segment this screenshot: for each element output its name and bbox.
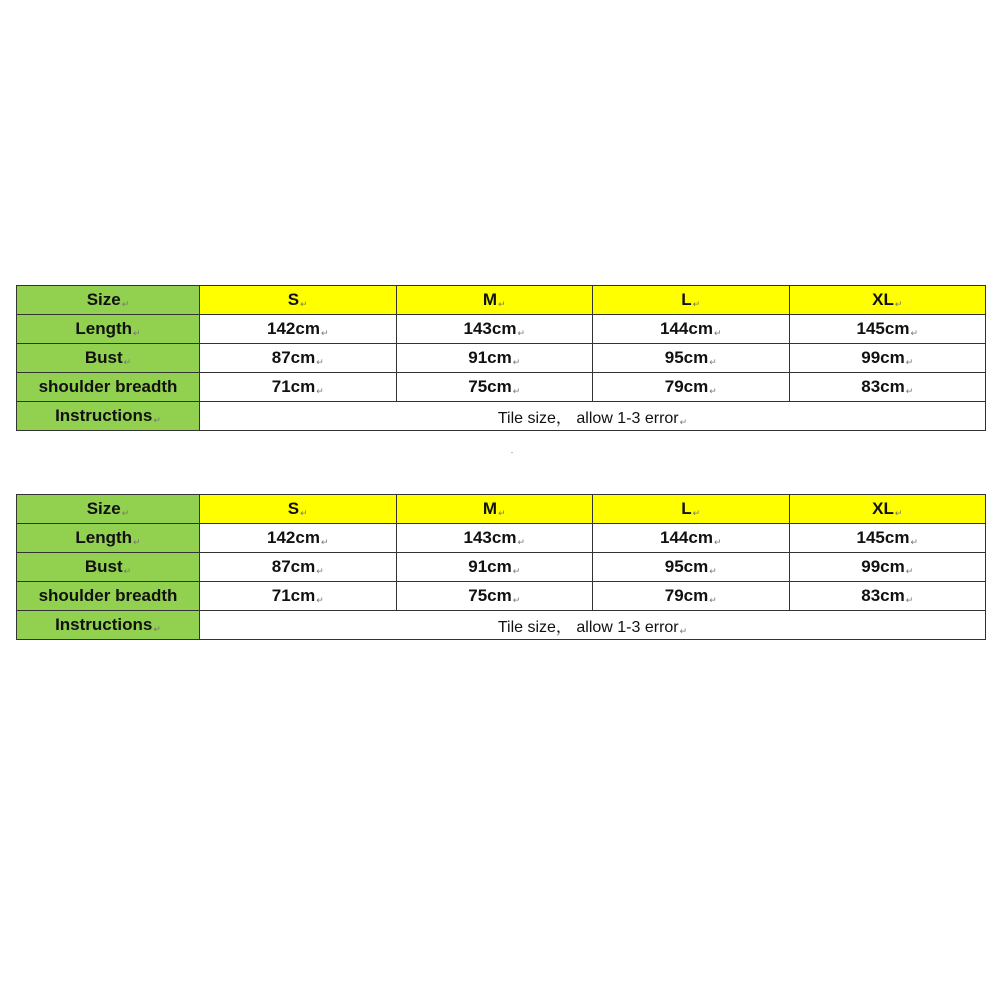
size-xl-header: XL↵ (789, 286, 986, 315)
bust-label: Bust↵ (17, 344, 200, 373)
size-header-row (17, 286, 986, 315)
instructions-text: Tile size， allow 1-3 error↵ (200, 402, 986, 431)
length-value-m: 143cm↵ (396, 315, 593, 344)
instructions-row (17, 611, 986, 640)
size-header-label: Size↵ (17, 495, 200, 524)
bust-value-xl: 99cm↵ (789, 553, 986, 582)
bust-label: Bust↵ (17, 553, 200, 582)
length-label: Length↵ (17, 315, 200, 344)
length-value-xl: 145cm↵ (789, 315, 986, 344)
shoulder-breadth-label: shoulder breadth (17, 582, 200, 611)
shoulder-value-m: 75cm↵ (396, 373, 593, 402)
shoulder-breadth-label: shoulder breadth (17, 373, 200, 402)
length-value-s: 142cm↵ (200, 524, 397, 553)
size-l-header: L↵ (593, 495, 790, 524)
size-header-label: Size↵ (17, 286, 200, 315)
instructions-label: Instructions↵ (17, 402, 200, 431)
length-value-s: 142cm↵ (200, 315, 397, 344)
shoulder-value-m: 75cm↵ (396, 582, 593, 611)
stray-dot (511, 452, 513, 453)
shoulder-breadth-row (17, 582, 986, 611)
size-s-header: S↵ (200, 286, 397, 315)
shoulder-value-s: 71cm↵ (200, 373, 397, 402)
bust-row (17, 553, 986, 582)
size-xl-header: XL↵ (789, 495, 986, 524)
instructions-row (17, 402, 986, 431)
length-row (17, 315, 986, 344)
shoulder-value-l: 79cm↵ (593, 582, 790, 611)
size-l-header: L↵ (593, 286, 790, 315)
shoulder-breadth-row (17, 373, 986, 402)
length-value-m: 143cm↵ (396, 524, 593, 553)
bust-value-m: 91cm↵ (396, 344, 593, 373)
size-s-header: S↵ (200, 495, 397, 524)
length-label: Length↵ (17, 524, 200, 553)
size-chart-table-1 (16, 285, 986, 431)
size-chart-table-2 (16, 494, 986, 640)
bust-value-xl: 99cm↵ (789, 344, 986, 373)
length-value-l: 144cm↵ (593, 315, 790, 344)
bust-value-s: 87cm↵ (200, 344, 397, 373)
shoulder-value-s: 71cm↵ (200, 582, 397, 611)
instructions-text: Tile size， allow 1-3 error↵ (200, 611, 986, 640)
bust-value-m: 91cm↵ (396, 553, 593, 582)
bust-value-l: 95cm↵ (593, 344, 790, 373)
bust-value-l: 95cm↵ (593, 553, 790, 582)
shoulder-value-xl: 83cm↵ (789, 582, 986, 611)
length-row (17, 524, 986, 553)
length-value-l: 144cm↵ (593, 524, 790, 553)
shoulder-value-l: 79cm↵ (593, 373, 790, 402)
bust-value-s: 87cm↵ (200, 553, 397, 582)
size-m-header: M↵ (396, 286, 593, 315)
bust-row (17, 344, 986, 373)
shoulder-value-xl: 83cm↵ (789, 373, 986, 402)
size-header-row (17, 495, 986, 524)
instructions-label: Instructions↵ (17, 611, 200, 640)
size-m-header: M↵ (396, 495, 593, 524)
length-value-xl: 145cm↵ (789, 524, 986, 553)
